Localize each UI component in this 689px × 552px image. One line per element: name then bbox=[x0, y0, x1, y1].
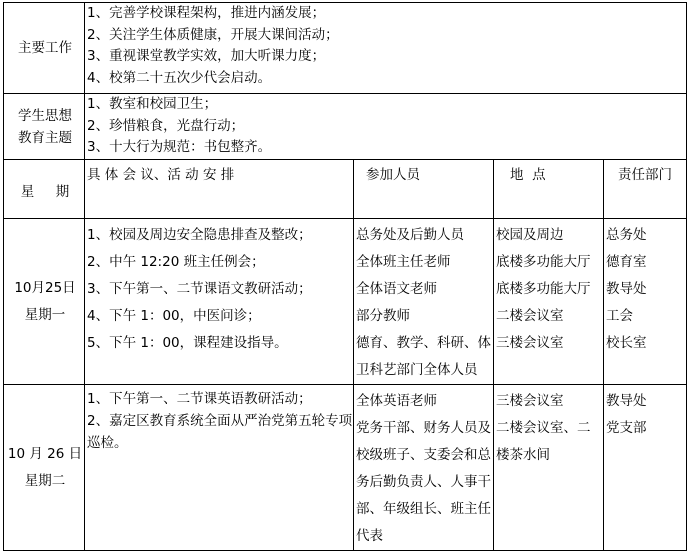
participant-item: 全体语文老师 bbox=[356, 281, 437, 297]
day-row bbox=[4, 385, 687, 551]
day-participants bbox=[354, 385, 494, 551]
day-activities bbox=[85, 219, 354, 385]
department-item: 党支部 bbox=[606, 420, 647, 436]
participant-item: 全体班主任老师 bbox=[356, 254, 451, 270]
main-work-content bbox=[85, 3, 687, 94]
department-item: 教导处 bbox=[606, 393, 647, 409]
moral-theme-row bbox=[4, 94, 687, 160]
activity-item: 1、校园及周边安全隐患排查及整改； bbox=[87, 227, 312, 243]
day-row bbox=[4, 219, 687, 385]
day-activities bbox=[85, 385, 354, 551]
main-work-item: 2、关注学生体质健康，开展大课间活动； bbox=[87, 26, 339, 43]
day-date: 10月25日 bbox=[14, 279, 76, 296]
schedule-header-row bbox=[4, 160, 687, 219]
department-item: 德育室 bbox=[606, 254, 647, 270]
activity-item: 2、中午 12:20 班主任例会； bbox=[87, 254, 265, 270]
day-locations bbox=[494, 219, 604, 385]
day-date: 10 月 26 日 bbox=[7, 445, 83, 462]
activity-item: 4、下午 1：00，中医问诊； bbox=[87, 308, 261, 324]
day-date-cell bbox=[4, 385, 85, 551]
department-item: 教导处 bbox=[606, 281, 647, 297]
day-weekday: 星期一 bbox=[24, 306, 66, 323]
main-work-item: 1、完善学校课程架构，推进内涵发展； bbox=[87, 5, 326, 21]
location-item: 校园及周边 bbox=[496, 227, 564, 243]
main-work-item: 4、校第二十五次少代会启动。 bbox=[87, 69, 272, 86]
header-weekday-char1: 星 bbox=[20, 184, 35, 200]
activity-item: 1、下午第一、二节课英语教研活动； bbox=[87, 391, 312, 407]
header-weekday-char2: 期 bbox=[55, 184, 70, 200]
day-weekday: 星期二 bbox=[24, 472, 66, 489]
moral-theme-content bbox=[85, 94, 687, 160]
department-item: 总务处 bbox=[606, 227, 647, 243]
participant-item: 德育、教学、科研、体卫科艺部门全体人员 bbox=[356, 335, 491, 378]
main-work-item: 3、重视课堂教学实效，加大听课力度； bbox=[87, 48, 326, 64]
location-item: 二楼会议室 bbox=[496, 308, 564, 324]
moral-theme-label-line2: 教育主题 bbox=[18, 129, 72, 146]
participant-item: 党务干部、财务人员及校级班子、支委会和总务后勤负责人、人事干部、年级组长、班主任代表 bbox=[356, 420, 491, 544]
activity-item: 3、下午第一、二节课语文教研活动； bbox=[87, 281, 312, 297]
activity-item: 5、下午 1：00，课程建设指导。 bbox=[87, 335, 288, 351]
header-participants: 参加人员 bbox=[354, 160, 494, 219]
moral-theme-item: 1、教室和校园卫生； bbox=[87, 96, 218, 112]
moral-theme-label-line1: 学生思想 bbox=[18, 107, 72, 124]
day-participants bbox=[354, 219, 494, 385]
main-work-label: 主要工作 bbox=[4, 3, 85, 94]
main-work-row bbox=[4, 3, 687, 94]
header-location: 地 点 bbox=[494, 160, 604, 219]
location-item: 三楼会议室 bbox=[496, 335, 564, 351]
participant-item: 总务处及后勤人员 bbox=[356, 227, 464, 243]
activity-item: 2、嘉定区教育系统全面从严治党第五轮专项巡检。 bbox=[87, 413, 353, 451]
moral-theme-label bbox=[4, 94, 85, 160]
department-item: 工会 bbox=[606, 308, 633, 324]
department-item: 校长室 bbox=[606, 335, 647, 351]
location-item: 三楼会议室 bbox=[496, 393, 564, 409]
weekly-schedule-table bbox=[3, 2, 687, 551]
moral-theme-item: 3、十大行为规范：书包整齐。 bbox=[87, 139, 272, 155]
moral-theme-item: 2、珍惜粮食，光盘行动； bbox=[87, 117, 245, 134]
location-item: 二楼会议室、二楼茶水间 bbox=[496, 420, 591, 463]
day-departments bbox=[604, 219, 687, 385]
participant-item: 部分教师 bbox=[356, 308, 410, 324]
header-activities: 具 体 会 议、活 动 安 排 bbox=[85, 160, 354, 219]
day-date-cell bbox=[4, 219, 85, 385]
participant-item: 全体英语老师 bbox=[356, 393, 437, 409]
location-item: 底楼多功能大厅 bbox=[496, 254, 591, 270]
header-weekday bbox=[4, 160, 85, 219]
header-department: 责任部门 bbox=[604, 160, 687, 219]
day-departments bbox=[604, 385, 687, 551]
day-locations bbox=[494, 385, 604, 551]
location-item: 底楼多功能大厅 bbox=[496, 281, 591, 297]
